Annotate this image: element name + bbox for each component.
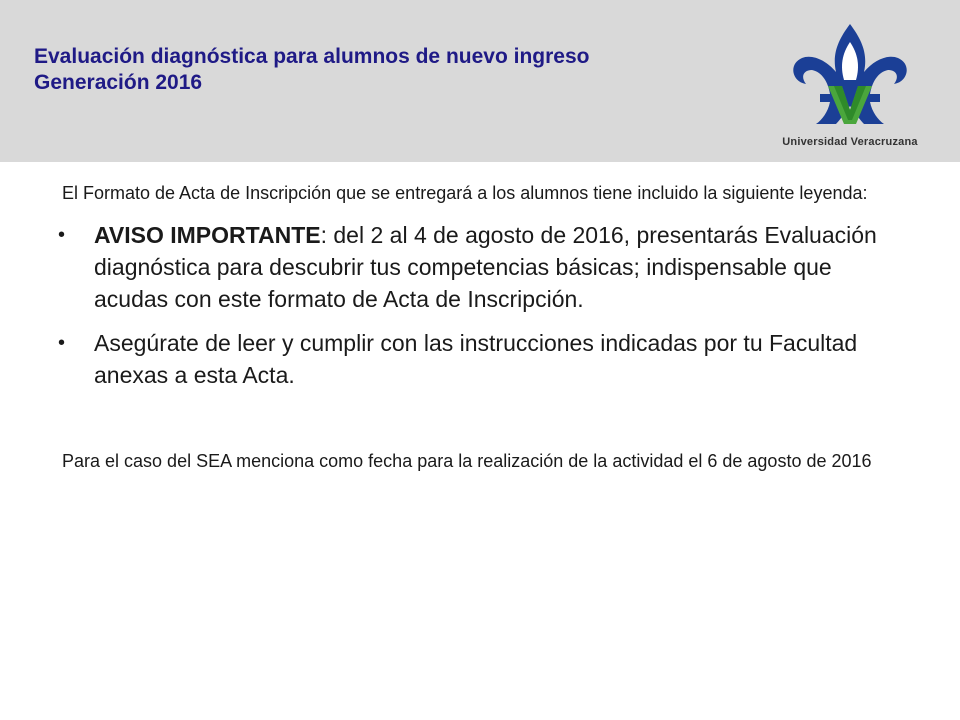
- logo-text: Universidad Veracruzana: [782, 136, 918, 148]
- notice-heading: AVISO IMPORTANTE: [94, 222, 321, 248]
- list-item: [58, 327, 900, 391]
- page-title: [34, 44, 589, 96]
- bullet-list: [58, 219, 900, 391]
- notice-text: : del 2 al 4 de agosto de 2016, presentarás Evaluación diagnóstica para descubrir tus competencias básicas; indispensable que acudas con este formato de Acta de Inscripción.: [94, 222, 877, 312]
- title-line-2: Generación 2016: [34, 71, 203, 94]
- bullet-icon: •: [58, 224, 66, 246]
- header-band: [0, 0, 960, 162]
- list-item: [58, 219, 900, 315]
- slide-content: [58, 178, 900, 477]
- title-line-1: Evaluación diagnóstica para alumnos de nuevo ingreso: [34, 45, 590, 68]
- instructions-text: Asegúrate de leer y cumplir con las instrucciones indicadas por tu Facultad anexas a esta Acta.: [94, 330, 858, 388]
- sea-paragraph: Para el caso del SEA menciona como fecha para la realización de la actividad el 6 de agosto de 2016: [62, 451, 872, 471]
- intro-paragraph: El Formato de Acta de Inscripción que se entregará a los alumnos tiene incluido la siguiente leyenda:: [62, 183, 868, 203]
- bullet-icon: •: [58, 332, 66, 354]
- university-logo: [770, 20, 930, 155]
- fleur-de-lis-logo-icon: [770, 20, 930, 132]
